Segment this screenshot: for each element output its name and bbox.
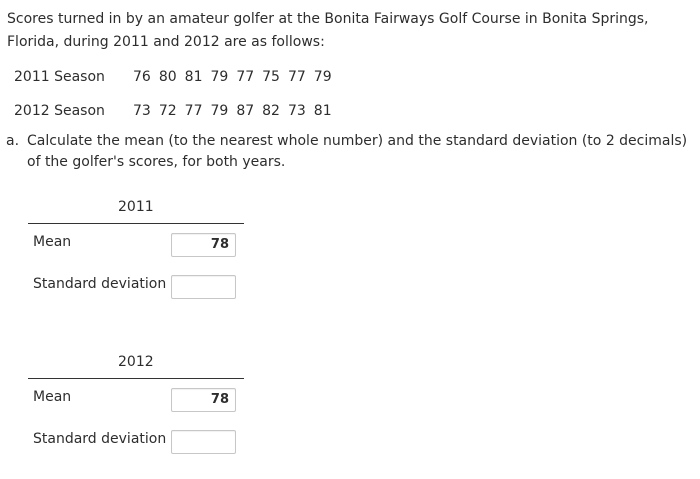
question-a (6, 131, 692, 173)
season-row-2012 (14, 101, 340, 121)
mean-label: Mean (33, 234, 72, 250)
question-marker: a. (6, 133, 20, 149)
season-row-2011 (14, 67, 340, 87)
table-divider (28, 378, 244, 379)
score-value: 81 (184, 69, 203, 85)
score-value: 79 (210, 103, 229, 119)
mean-input-2011[interactable]: 78 (171, 233, 236, 257)
std-dev-input-2011[interactable] (171, 275, 236, 299)
table-heading: 2011 (118, 199, 154, 215)
score-value: 76 (133, 69, 151, 85)
score-value: 77 (236, 69, 255, 85)
std-dev-label: Standard deviation (33, 431, 167, 447)
table-heading: 2012 (118, 354, 154, 370)
score-value: 82 (262, 103, 280, 119)
score-value: 72 (158, 103, 177, 119)
score-value: 79 (210, 69, 229, 85)
mean-input-2012[interactable]: 78 (171, 388, 236, 412)
std-dev-input-2012[interactable] (171, 430, 236, 454)
season-label: 2011 Season (14, 69, 105, 85)
score-value: 73 (133, 103, 151, 119)
score-value: 79 (313, 69, 332, 85)
table-divider (28, 223, 244, 224)
score-value: 73 (287, 103, 306, 119)
score-value: 81 (313, 103, 332, 119)
mean-label: Mean (33, 389, 72, 405)
score-value: 80 (158, 69, 177, 85)
std-dev-label: Standard deviation (33, 276, 167, 292)
problem-intro: Scores turned in by an amateur golfer at the Bonita Fairways Golf Course in Bonita Springs, Florida, during 2011 and 2012 are as follows: (7, 11, 649, 50)
score-value: 77 (184, 103, 203, 119)
score-value: 77 (287, 69, 306, 85)
score-value: 87 (236, 103, 255, 119)
question-text: Calculate the mean (to the nearest whole number) and the standard deviation (to 2 decimals) of the golfer's scores, for both years. (27, 133, 688, 170)
season-label: 2012 Season (14, 103, 105, 119)
score-value: 75 (262, 69, 280, 85)
